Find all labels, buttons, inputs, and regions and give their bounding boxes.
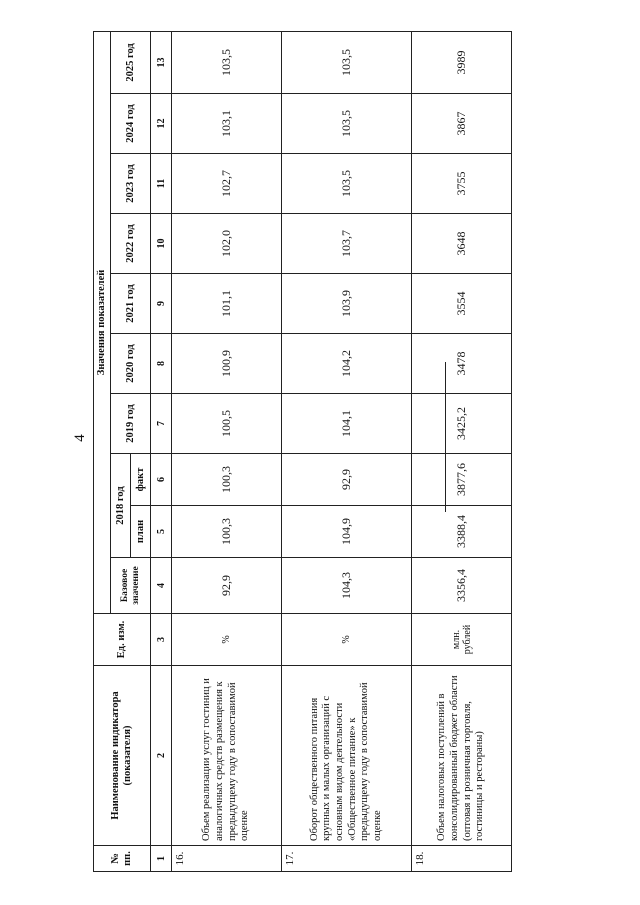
row-value: 3989	[412, 31, 512, 93]
row-value: 100,5	[172, 394, 282, 454]
header-values-group: Значения показателей	[94, 31, 111, 613]
row-num: 16.	[172, 846, 282, 872]
row-num: 18.	[412, 846, 512, 872]
row-value: 104,1	[282, 394, 412, 454]
index-cell: 11	[151, 154, 172, 214]
row-value: 3867	[412, 94, 512, 154]
row-unit: млн. рублей	[412, 614, 512, 666]
indicators-table	[93, 31, 512, 872]
table-row	[172, 31, 282, 871]
header-2018: 2018 год	[111, 454, 131, 558]
row-value: 103,9	[282, 274, 412, 334]
header-year-2023: 2023 год	[111, 154, 151, 214]
row-name: Объем реализации услуг гостиниц и аналогичных средств размещения к предыдущему году в сопоставимой оценке	[172, 666, 282, 846]
row-value: 103,5	[282, 31, 412, 93]
index-cell: 8	[151, 334, 172, 394]
index-cell: 1	[151, 846, 172, 872]
row-value: 103,5	[282, 154, 412, 214]
header-name: Наименование индикатора (показателя)	[94, 666, 151, 846]
table-landscape	[93, 32, 523, 872]
row-unit: %	[282, 614, 412, 666]
index-cell: 10	[151, 214, 172, 274]
row-value: 103,5	[172, 31, 282, 93]
header-base: Базовое значение	[111, 558, 151, 614]
header-year-2025: 2025 год	[111, 31, 151, 93]
row-value: 3478	[412, 334, 512, 394]
row-value: 103,1	[172, 94, 282, 154]
row-name: Объем налоговых поступлений в консолидированный бюджет области (оптовая и розничная торговля, гостиницы и рестораны)	[412, 666, 512, 846]
row-value: 102,0	[172, 214, 282, 274]
row-base: 92,9	[172, 558, 282, 614]
header-plan: план	[131, 506, 151, 558]
row-unit: %	[172, 614, 282, 666]
header-year-2022: 2022 год	[111, 214, 151, 274]
row-value: 3425,2	[412, 394, 512, 454]
row-fact: 92,9	[282, 454, 412, 506]
row-value: 3648	[412, 214, 512, 274]
row-value: 101,1	[172, 274, 282, 334]
header-unit: Ед. изм.	[94, 614, 151, 666]
index-cell: 7	[151, 394, 172, 454]
header-year-2024: 2024 год	[111, 94, 151, 154]
header-num: № пп.	[94, 846, 151, 872]
header-fact: факт	[131, 454, 151, 506]
row-value: 103,7	[282, 214, 412, 274]
row-value: 104,2	[282, 334, 412, 394]
header-year-2020: 2020 год	[111, 334, 151, 394]
index-cell: 6	[151, 454, 172, 506]
row-value: 3755	[412, 154, 512, 214]
index-cell: 13	[151, 31, 172, 93]
row-value: 103,5	[282, 94, 412, 154]
header-year-2021: 2021 год	[111, 274, 151, 334]
row-base: 104,3	[282, 558, 412, 614]
index-cell: 2	[151, 666, 172, 846]
row-plan: 104,9	[282, 506, 412, 558]
page-number: 4	[72, 434, 88, 442]
row-num: 17.	[282, 846, 412, 872]
header-year-2019: 2019 год	[111, 394, 151, 454]
row-fact: 100,3	[172, 454, 282, 506]
table-row	[282, 31, 412, 871]
table-row	[412, 31, 512, 871]
table-rotation-frame	[93, 32, 523, 872]
index-cell: 3	[151, 614, 172, 666]
index-cell: 9	[151, 274, 172, 334]
index-cell: 4	[151, 558, 172, 614]
index-cell: 12	[151, 94, 172, 154]
row-fact: 3877,6	[412, 454, 512, 506]
row-value: 3554	[412, 274, 512, 334]
row-plan: 100,3	[172, 506, 282, 558]
row-base: 3356,4	[412, 558, 512, 614]
row-name: Оборот общественного питания крупных и малых организаций с основным видом деятельности «Общественное питание» к предыдущему году в сопоставимой оценке	[282, 666, 412, 846]
row-plan: 3388,4	[412, 506, 512, 558]
row-value: 102,7	[172, 154, 282, 214]
index-cell: 5	[151, 506, 172, 558]
row-value: 100,9	[172, 334, 282, 394]
